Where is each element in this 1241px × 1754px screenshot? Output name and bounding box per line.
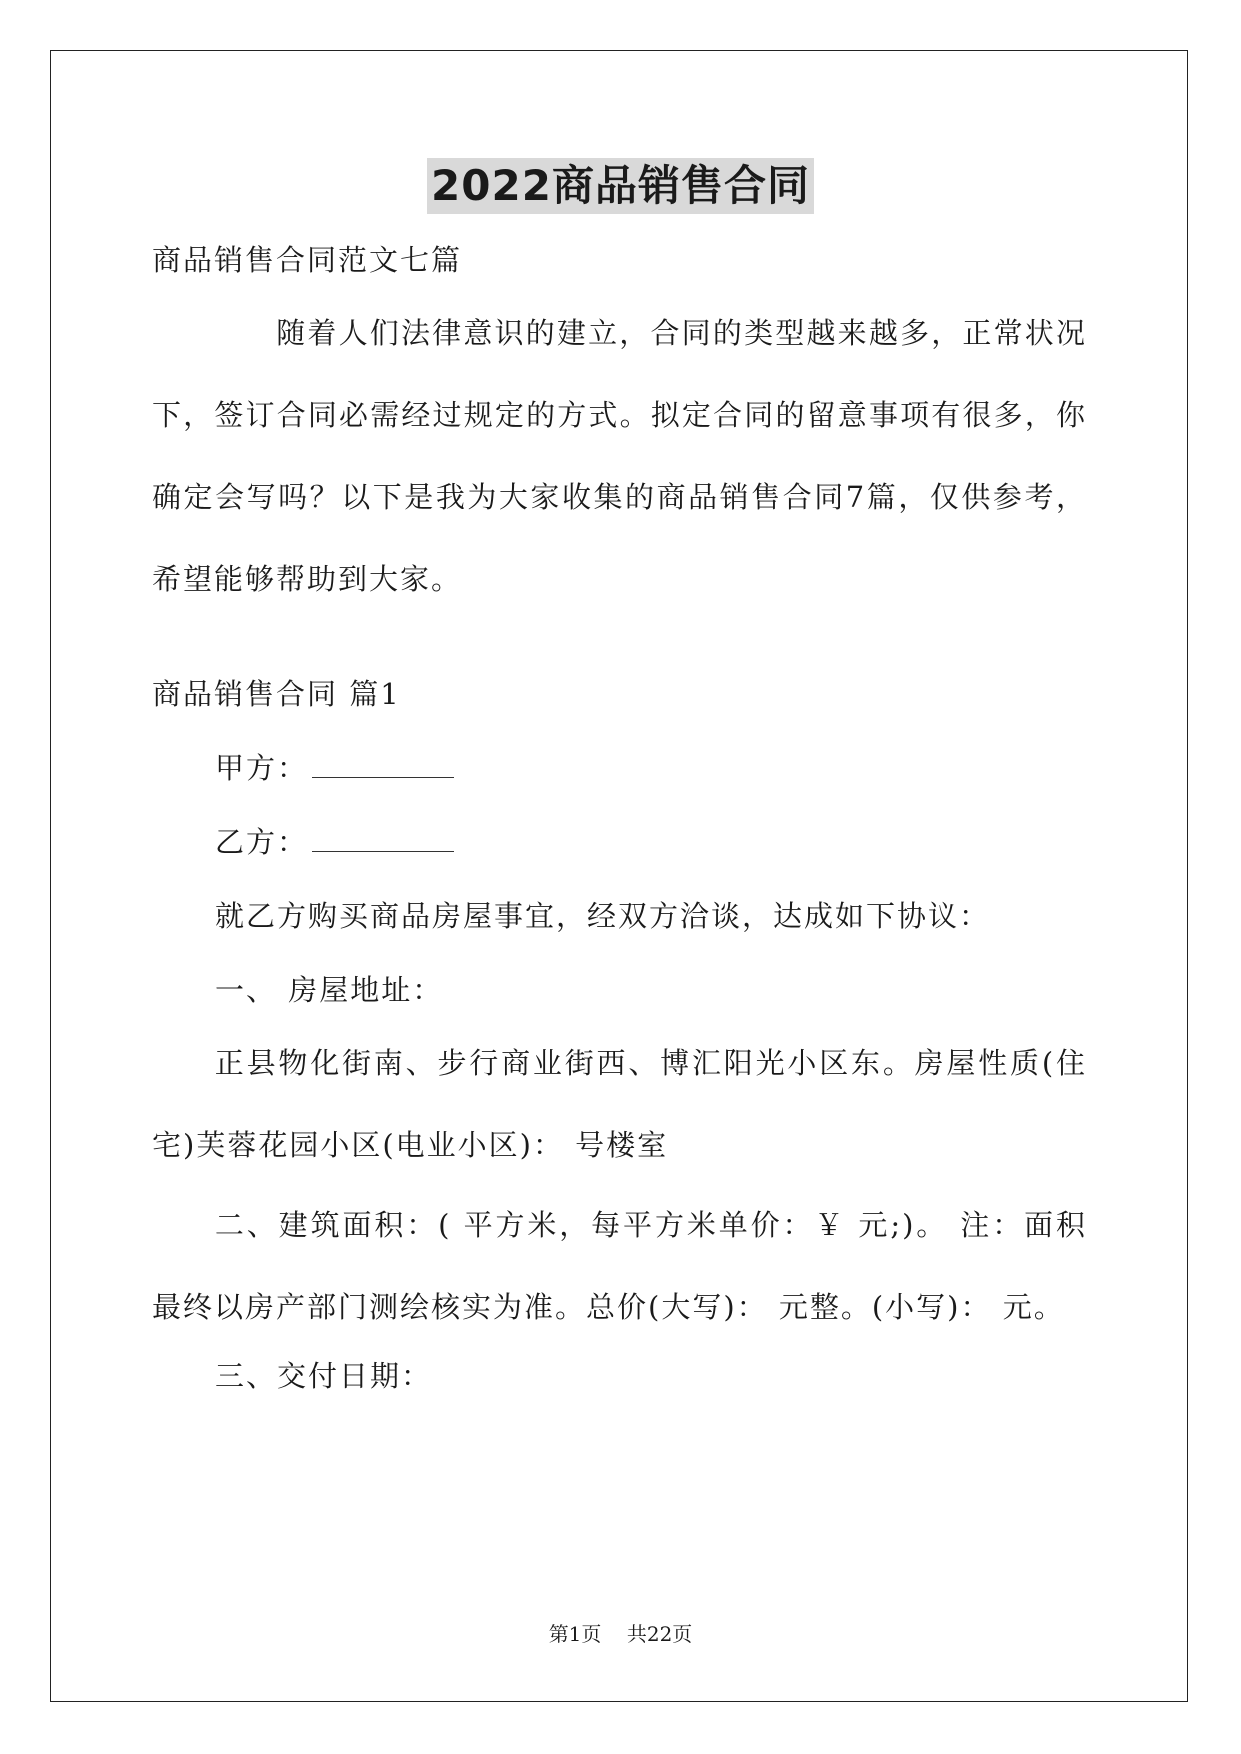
party-a-line: [215, 748, 454, 788]
agreement-line: 就乙方购买商品房屋事宜，经双方洽谈，达成如下协议：: [215, 899, 991, 933]
page-total: 共22页: [626, 1622, 693, 1646]
document-title: 2022商品销售合同: [427, 158, 814, 214]
intro-paragraph: [152, 292, 1087, 620]
intro-text: 随着人们法律意识的建立，合同的类型越来越多，正常状况下，签订合同必需经过规定的方式。拟定合同的留意事项有很多，你确定会写吗？以下是我为大家收集的商品销售合同7篇，仅供参考，希望能够帮助到大家。: [152, 316, 1087, 596]
item1-paragraph: [152, 1022, 1087, 1186]
section-heading: 商品销售合同 篇1: [152, 677, 401, 711]
item1-heading: 一、 房屋地址：: [215, 973, 444, 1007]
item2-text: 二、建筑面积：( 平方米，每平方米单价：￥ 元;)。 注：面积最终以房产部门测绘核实为准。总价(大写)： 元整。(小写)： 元。: [152, 1208, 1087, 1324]
page-number: 第1页: [548, 1622, 602, 1646]
party-b-blank: [312, 825, 454, 852]
document-subtitle: 商品销售合同范文七篇: [152, 243, 463, 277]
item2-paragraph: [152, 1184, 1087, 1348]
page-footer: [0, 1620, 1241, 1648]
item1-text: 正县物化街南、步行商业街西、博汇阳光小区东。房屋性质(住宅)芙蓉花园小区(电业小区)： 号楼室: [152, 1046, 1087, 1162]
party-b-label: 乙方：: [215, 825, 309, 859]
party-a-label: 甲方：: [215, 751, 309, 785]
title-container: [0, 158, 1241, 214]
party-a-blank: [312, 751, 454, 778]
party-b-line: [215, 822, 454, 862]
item3-heading: 三、交付日期：: [215, 1359, 433, 1393]
